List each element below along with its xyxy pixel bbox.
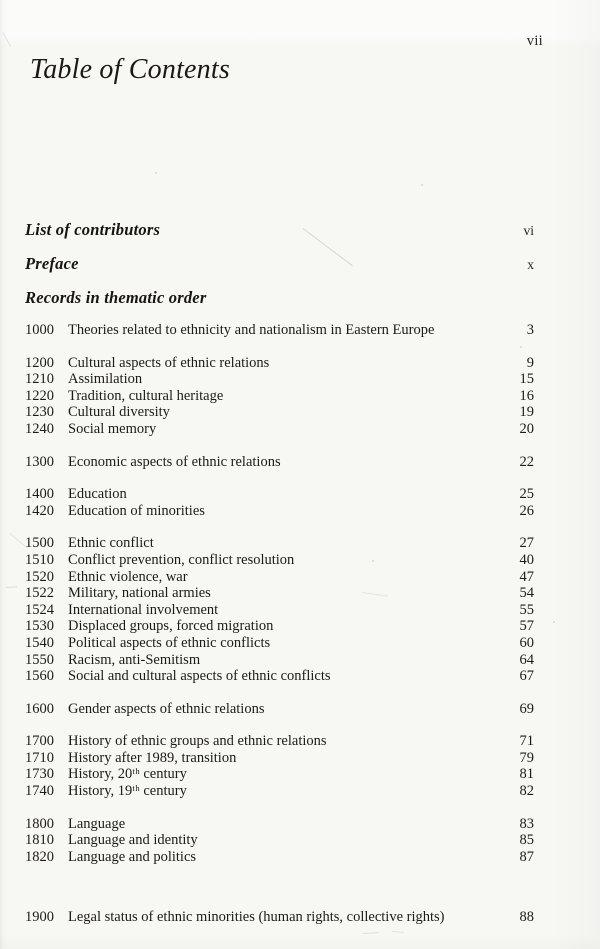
entry-label: Language and identity — [68, 832, 198, 849]
scan-artifact — [363, 932, 379, 934]
entry-label: International involvement — [68, 601, 219, 618]
toc-entry — [25, 652, 534, 669]
entry-code: 1510 — [25, 551, 54, 568]
entry-code: 1420 — [25, 502, 54, 519]
entry-label: Social and cultural aspects of ethnic conflicts — [68, 668, 331, 685]
toc-group — [25, 322, 534, 339]
toc-entry — [25, 733, 534, 750]
entry-label: Military, national armies — [68, 585, 211, 602]
page-title: Table of Contents — [30, 54, 230, 85]
entry-page: 26 — [519, 502, 534, 519]
entry-code: 1210 — [25, 371, 54, 388]
toc-group — [25, 733, 534, 799]
toc-entry — [25, 849, 534, 866]
entry-code: 1500 — [25, 535, 54, 552]
toc-entry — [25, 668, 534, 685]
entry-code: 1560 — [25, 668, 54, 685]
entry-code: 1524 — [25, 601, 54, 618]
entry-code: 1522 — [25, 585, 54, 602]
entry-label: Assimilation — [68, 371, 143, 388]
toc-entry — [25, 618, 534, 635]
toc-entry — [25, 535, 534, 552]
toc-group — [25, 816, 534, 866]
entry-code: 1730 — [25, 766, 54, 783]
entry-page: 60 — [519, 634, 534, 651]
entry-label: Social memory — [68, 420, 157, 437]
entry-label: Language — [68, 815, 126, 832]
front-matter-entry — [25, 220, 534, 241]
toc-entry — [25, 783, 534, 800]
entry-page: 85 — [519, 832, 534, 849]
entry-label: Theories related to ethnicity and nationalism in Eastern Europe — [68, 322, 435, 338]
entry-page: 55 — [519, 601, 534, 618]
entry-label: Cultural diversity — [68, 404, 170, 421]
entry-page: 47 — [519, 568, 534, 585]
toc-list — [25, 322, 534, 926]
toc-entry — [25, 569, 534, 586]
toc-group — [25, 486, 534, 519]
entry-code: 1740 — [25, 783, 54, 800]
page-number: vii — [526, 33, 543, 49]
entry-page: 67 — [519, 668, 534, 685]
toc-entry — [25, 404, 534, 421]
entry-label: Ethnic violence, war — [68, 568, 188, 585]
entry-code: 1240 — [25, 420, 54, 437]
entry-code: 1710 — [25, 749, 54, 766]
front-matter-entry — [25, 254, 534, 275]
entry-page: 54 — [519, 585, 534, 602]
entry-code: 1200 — [25, 354, 54, 371]
toc-entry — [25, 816, 534, 833]
entry-code: 1300 — [25, 453, 54, 470]
entry-page: 88 — [519, 909, 534, 926]
toc-entry — [25, 371, 534, 388]
entry-code: 1900 — [25, 909, 54, 926]
toc-entry — [25, 552, 534, 569]
entry-label: Conflict prevention, conflict resolution — [68, 551, 295, 568]
entry-code: 1800 — [25, 815, 54, 832]
entry-label: History, 19ᵗʰ century — [68, 783, 187, 800]
entry-code: 1400 — [25, 486, 54, 503]
entry-page: x — [527, 257, 534, 272]
entry-page: 64 — [519, 651, 534, 668]
entry-page: 27 — [519, 535, 534, 552]
entry-label: Displaced groups, forced migration — [68, 618, 274, 635]
entry-code: 1230 — [25, 404, 54, 421]
toc-group — [25, 355, 534, 438]
entry-page: 79 — [519, 749, 534, 766]
entry-code: 1550 — [25, 651, 54, 668]
entry-label: Ethnic conflict — [68, 535, 154, 552]
entry-page: 19 — [519, 404, 534, 421]
entry-label: Legal status of ethnic minorities (human rights, collective rights) — [68, 909, 445, 926]
toc-entry — [25, 486, 534, 503]
entry-page: 20 — [519, 420, 534, 437]
toc-entry — [25, 355, 534, 372]
toc-group — [25, 909, 534, 926]
toc-entry — [25, 750, 534, 767]
toc-entry — [25, 602, 534, 619]
entry-code: 1530 — [25, 618, 54, 635]
entry-page: 71 — [519, 733, 534, 750]
front-matter — [25, 220, 534, 308]
entry-page: 69 — [519, 700, 534, 717]
scan-artifact — [3, 32, 11, 47]
toc-entry — [25, 421, 534, 438]
entry-code: 1600 — [25, 700, 54, 717]
entry-page: 83 — [519, 815, 534, 832]
scan-artifact — [553, 621, 555, 623]
section-heading: Records in thematic order — [25, 288, 207, 307]
entry-label: Education — [68, 486, 127, 503]
toc-group — [25, 535, 534, 684]
toc-entry — [25, 585, 534, 602]
entry-page: 81 — [519, 766, 534, 783]
entry-label: List of contributors — [25, 220, 161, 239]
entry-page: 15 — [519, 371, 534, 388]
toc-entry — [25, 322, 534, 339]
toc-group — [25, 454, 534, 471]
scan-artifact — [6, 586, 17, 588]
toc-entry — [25, 503, 534, 520]
entry-label: History of ethnic groups and ethnic relations — [68, 733, 327, 750]
entry-page: 82 — [519, 783, 534, 800]
entry-code: 1220 — [25, 387, 54, 404]
toc-group — [25, 701, 534, 718]
section-heading-row — [25, 288, 534, 308]
entry-page: 3 — [526, 322, 534, 338]
toc-entry — [25, 909, 534, 926]
scan-artifact — [155, 172, 157, 174]
entry-label: Gender aspects of ethnic relations — [68, 700, 265, 717]
entry-label: Tradition, cultural heritage — [68, 387, 224, 404]
entry-label: Preface — [25, 254, 79, 273]
entry-code: 1810 — [25, 832, 54, 849]
toc-entry — [25, 454, 534, 471]
entry-page: vi — [523, 223, 534, 238]
entry-label: Education of minorities — [68, 502, 205, 519]
scan-artifact — [421, 184, 423, 186]
entry-page: 22 — [519, 453, 534, 470]
entry-label: History after 1989, transition — [68, 749, 237, 766]
entry-code: 1820 — [25, 848, 54, 865]
scan-artifact — [392, 931, 404, 933]
entry-label: Economic aspects of ethnic relations — [68, 453, 281, 470]
entry-label: Racism, anti-Semitism — [68, 651, 201, 668]
entry-code: 1540 — [25, 634, 54, 651]
entry-page: 40 — [519, 551, 534, 568]
toc-entry — [25, 388, 534, 405]
entry-label: Political aspects of ethnic conflicts — [68, 634, 271, 651]
entry-page: 25 — [519, 486, 534, 503]
entry-label: Cultural aspects of ethnic relations — [68, 354, 270, 371]
toc-entry — [25, 701, 534, 718]
entry-label: Language and politics — [68, 848, 197, 865]
entry-page: 57 — [519, 618, 534, 635]
entry-code: 1520 — [25, 568, 54, 585]
entry-page: 16 — [519, 387, 534, 404]
toc-entry — [25, 832, 534, 849]
entry-page: 9 — [526, 354, 534, 371]
entry-label: History, 20ᵗʰ century — [68, 766, 187, 783]
entry-code: 1700 — [25, 733, 54, 750]
entry-code: 1000 — [25, 322, 54, 338]
toc-entry — [25, 635, 534, 652]
toc-entry — [25, 766, 534, 783]
entry-page: 87 — [519, 848, 534, 865]
